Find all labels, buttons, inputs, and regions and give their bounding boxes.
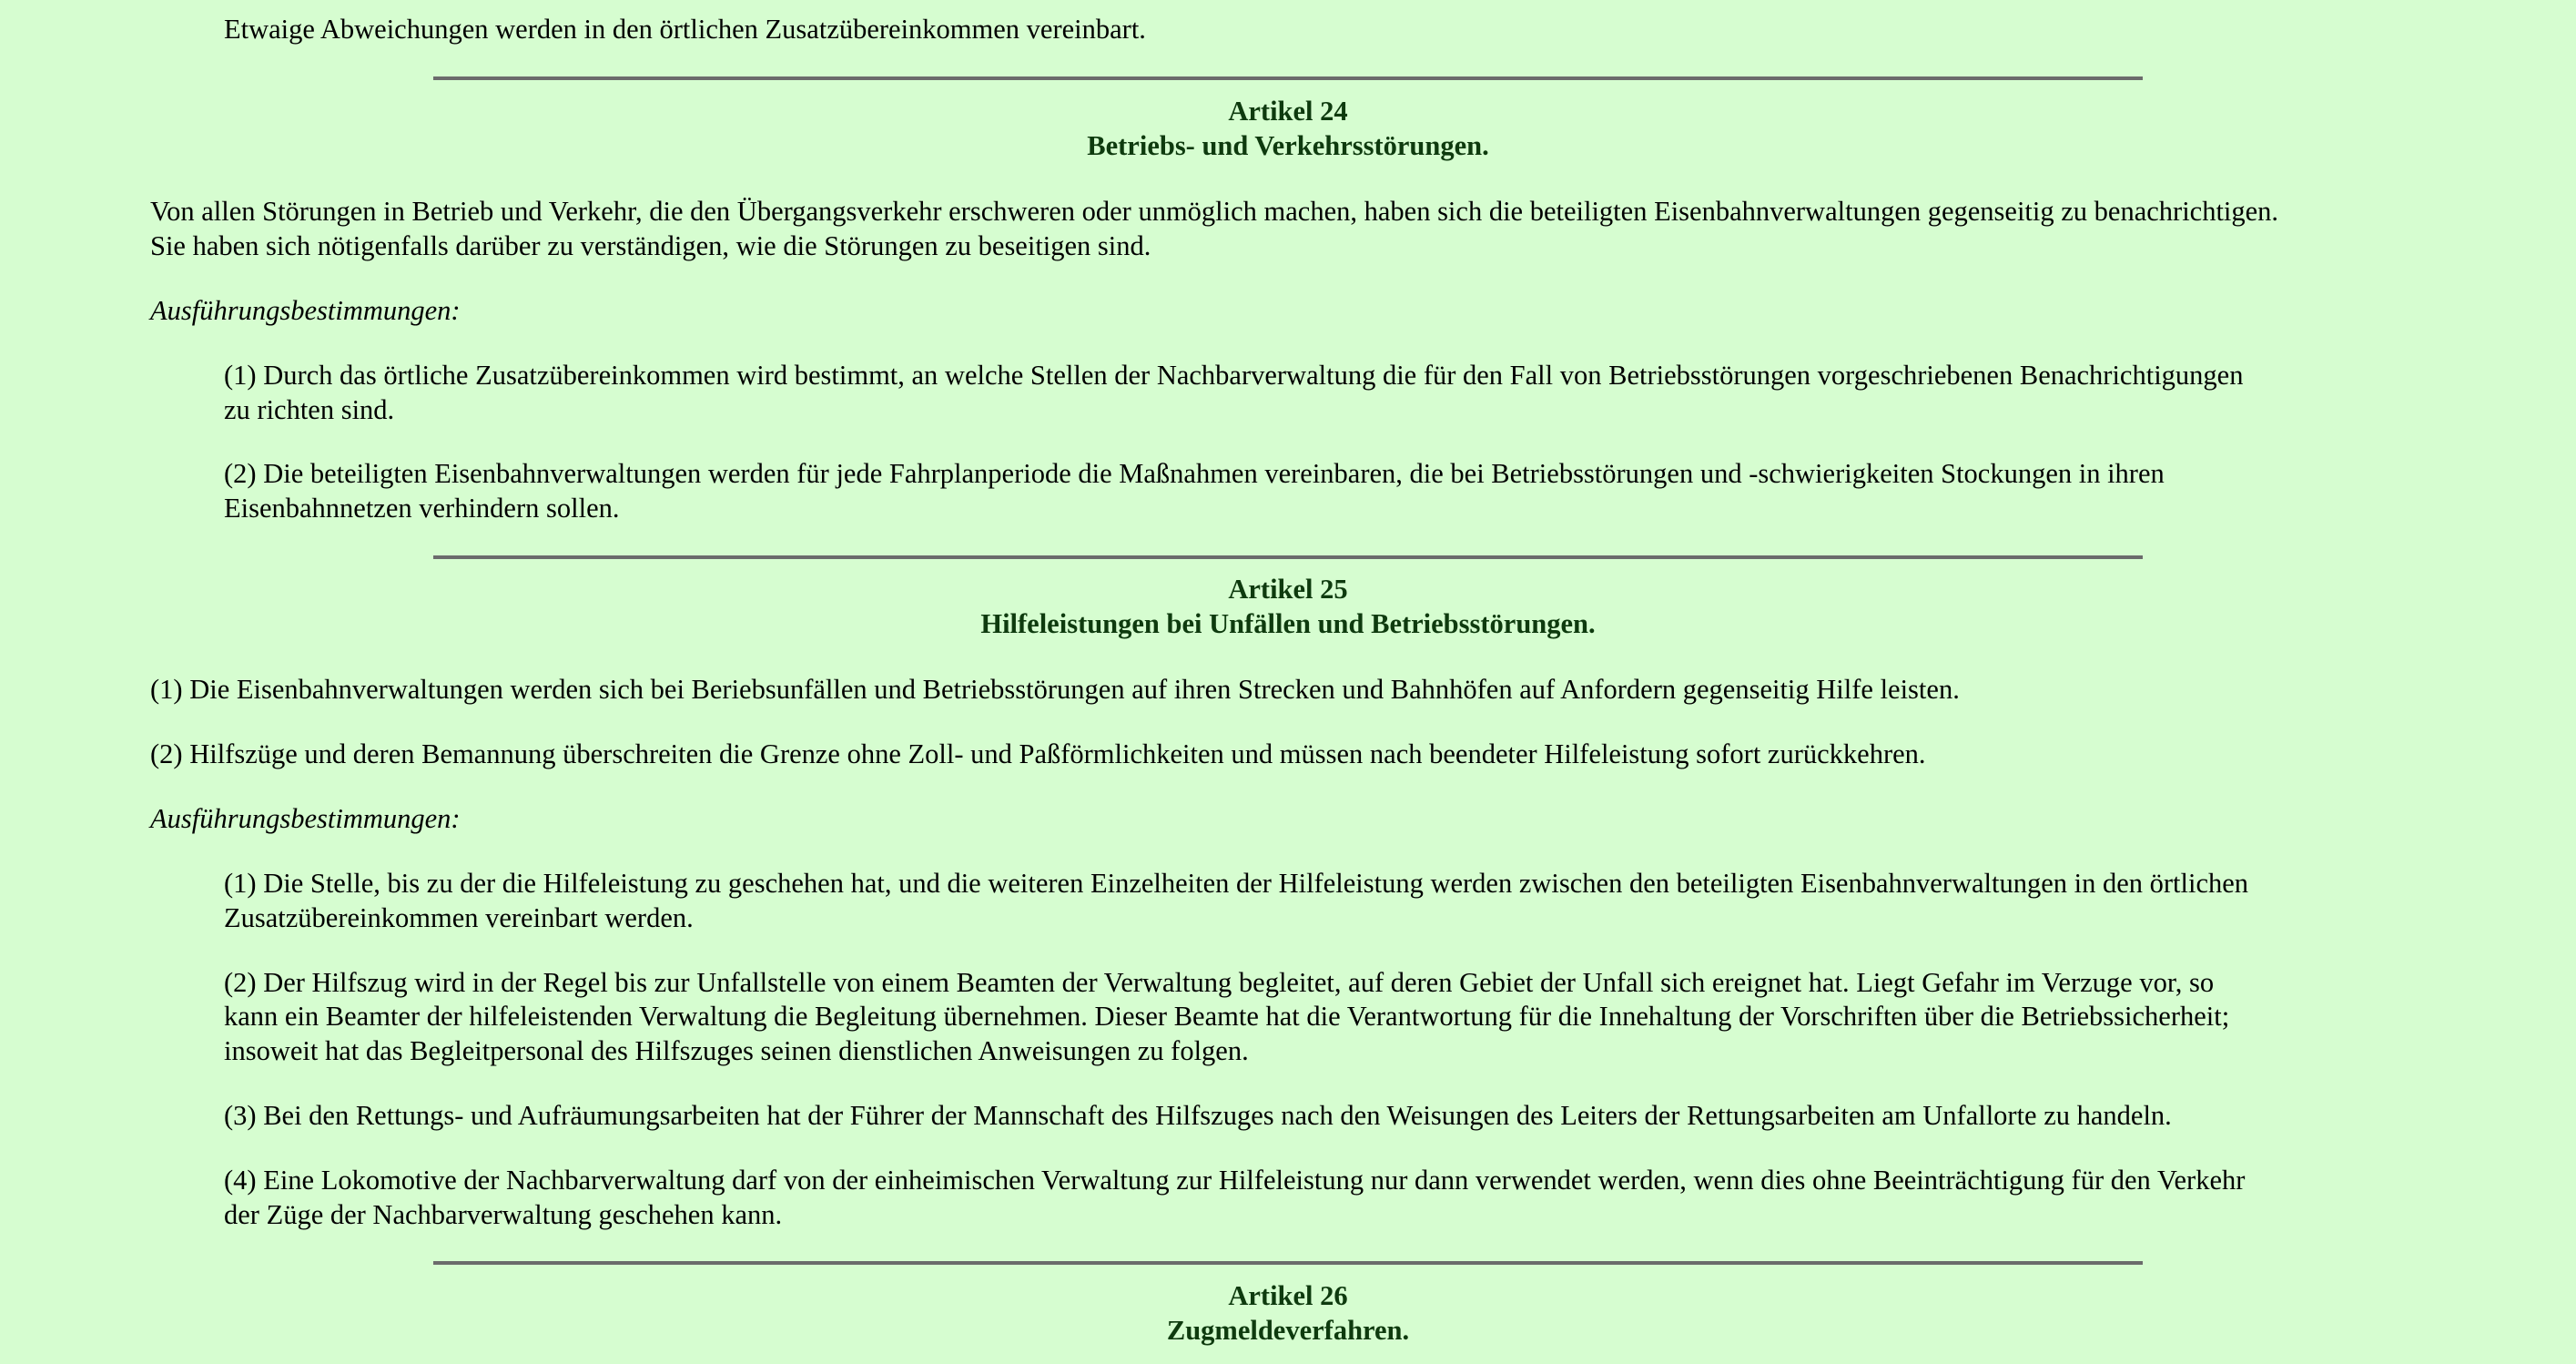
intro-line: Etwaige Abweichungen werden in den örtlichen Zusatzübereinkommen vereinbart. [224,14,1146,45]
article-25-provision-2: kann ein Beamter der hilfeleistenden Verwaltung die Begleitung übernehmen. Dieser Beamte hat die Verantwortung für die Innehaltung der Vorschriften über die Betriebssicherheit; [224,1001,2230,1032]
article-25-title: Hilfeleistungen bei Unfällen und Betriebsstörungen. [980,608,1596,639]
article-25-provision-3: (3) Bei den Rettungs- und Aufräumungsarbeiten hat der Führer der Mannschaft des Hilfszuges nach den Weisungen des Leiters der Rettungsarbeiten am Unfallorte zu handeln. [224,1100,2172,1131]
article-24-provisions-heading: Ausführungsbestimmungen: [150,295,461,326]
article-25-paragraph-1: (1) Die Eisenbahnverwaltungen werden sich bei Beriebsunfällen und Betriebsstörungen auf ihren Strecken und Bahnhöfen auf Anfordern gegenseitig Hilfe leisten. [150,674,1960,705]
article-24-provision-1: (1) Durch das örtliche Zusatzübereinkommen wird bestimmt, an welche Stellen der Nachbarverwaltung die für den Fall von Betriebsstörungen vorgeschriebenen Benachrichtigungen [224,360,2244,391]
article-25-provision-2: insoweit hat das Begleitpersonal des Hilfszuges seinen dienstlichen Anweisungen zu folgen. [224,1035,1249,1066]
article-25-paragraph-2: (2) Hilfszüge und deren Bemannung überschreiten die Grenze ohne Zoll- und Paßförmlichkeiten und müssen nach beendeter Hilfeleistung sofort zurückkehren. [150,738,1926,769]
article-25-provision-4: der Züge der Nachbarverwaltung geschehen kann. [224,1199,783,1230]
article-25-provision-1: (1) Die Stelle, bis zu der die Hilfeleistung zu geschehen hat, und die weiteren Einzelheiten der Hilfeleistung werden zwischen den beteiligten Eisenbahnverwaltungen in den örtlichen [224,868,2249,899]
article-26-title: Zugmeldeverfahren. [1166,1315,1410,1346]
article-24-number: Artikel 24 [1228,96,1348,127]
article-24-title: Betriebs- und Verkehrsstörungen. [1087,130,1489,161]
article-25-number: Artikel 25 [1228,574,1348,605]
article-25-provisions-heading: Ausführungsbestimmungen: [150,803,461,834]
article-24-provision-2: (2) Die beteiligten Eisenbahnverwaltungen werden für jede Fahrplanperiode die Maßnahmen vereinbaren, die bei Betriebsstörungen und -schwierigkeiten Stockungen in ihren [224,458,2165,489]
article-24-body-line: Sie haben sich nötigenfalls darüber zu verständigen, wie die Störungen zu beseitigen sind. [150,230,1151,261]
article-25-provision-4: (4) Eine Lokomotive der Nachbarverwaltung darf von der einheimischen Verwaltung zur Hilfeleistung nur dann verwendet werden, wenn dies ohne Beeinträchtigung für den Verkehr [224,1165,2246,1196]
article-25-provision-2: (2) Der Hilfszug wird in der Regel bis zur Unfallstelle von einem Beamten der Verwaltung begleitet, auf deren Gebiet der Unfall sich ereignet hat. Liegt Gefahr im Verzuge vor, so [224,967,2215,998]
section-divider [433,1261,2143,1265]
article-24-provision-2: Eisenbahnnetzen verhindern sollen. [224,493,620,524]
article-24-body-line: Von allen Störungen in Betrieb und Verkehr, die den Übergangsverkehr erschweren oder unmöglich machen, haben sich die beteiligten Eisenbahnverwaltungen gegenseitig zu benachrichtigen. [150,196,2279,227]
article-25-provision-1: Zusatzübereinkommen vereinbart werden. [224,902,694,933]
section-divider [433,555,2143,559]
article-24-provision-1: zu richten sind. [224,394,395,425]
article-26-number: Artikel 26 [1228,1280,1348,1311]
section-divider [433,76,2143,80]
